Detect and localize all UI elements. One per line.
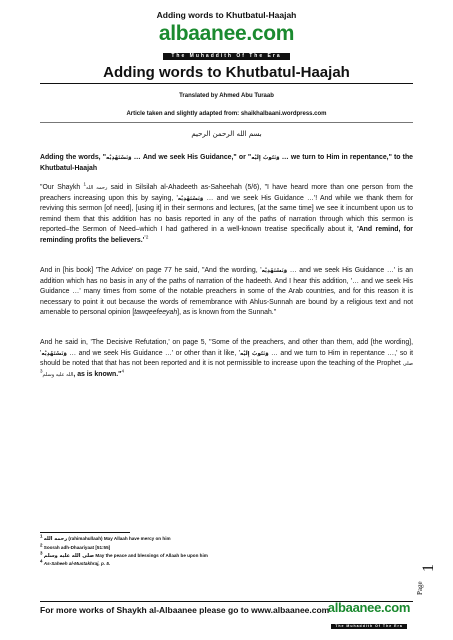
page-number xyxy=(414,555,444,595)
p3-arabic-2: وَنَتُوبُ إِلَيْه xyxy=(239,350,269,357)
heading-arabic-2: وَنَتُوبُ إِلَيْه xyxy=(251,155,280,161)
footnote-divider xyxy=(40,532,130,533)
footnote-ref-4[interactable]: 4 xyxy=(121,368,124,374)
p2-arabic-1: وَنَسْتَهْدِيْه xyxy=(261,268,288,274)
paragraph-2 xyxy=(40,266,413,319)
footer-logo[interactable] xyxy=(327,601,411,632)
site-logo[interactable] xyxy=(0,24,453,62)
paragraph-3 xyxy=(40,338,413,380)
footer-text[interactable]: For more works of Shaykh al-Albaanee please go to www.albaanee.com xyxy=(40,605,330,615)
heading-arabic-1: وَنَسْتَهْدِيْه xyxy=(106,155,132,161)
footnote-ref-1[interactable]: 1 xyxy=(83,181,87,187)
footnote-3 xyxy=(40,552,380,561)
footnote-ref-3[interactable]: 3 xyxy=(40,368,43,374)
source-divider xyxy=(40,122,413,123)
p1-arabic-2: وَنَسْتَهْدِيْه xyxy=(177,195,204,202)
footnote-arabic: صلى الله عليه وسلم xyxy=(43,552,95,559)
footer-logo-text: albaanee.com xyxy=(327,600,411,615)
basmala: بسم الله الرحمن الرحيم xyxy=(191,130,262,138)
footnote-2 xyxy=(40,544,380,552)
p3-arabic-1: وَنَسْتَهْدِيْه xyxy=(41,350,67,357)
p2-text-3: ], as is known from the Sunnah." xyxy=(177,309,277,317)
p1-text-2: said in Silsilah al-Ahadeeth as-Saheehah (5/6), "I have heard more than one person from the preachers increasing upon this by saying, ' xyxy=(40,184,413,202)
footnote-text: May the peace and blessings of Allaah be upon him xyxy=(94,552,208,558)
footnote-4 xyxy=(40,560,380,568)
footnote-text: As-Saheeh al-Mustakhraj, p. 5. xyxy=(43,561,111,567)
article-title: Adding words to Khutbatul-Haajah xyxy=(103,64,350,81)
footnote-text: (rahimahullaah) May Allaah have mercy on him xyxy=(67,536,171,541)
running-header: Adding words to Khutbatul-Haajah xyxy=(156,10,297,20)
p2-text-1: And in [his book] 'The Advice' on page 77 he said, "And the wording, ' xyxy=(40,267,262,274)
heading-text-3: … we turn to Him in repentance," to the Khutbatul-Haajah xyxy=(40,154,414,172)
footnote-number: 2 xyxy=(40,542,43,548)
logo-text: albaanee.com xyxy=(158,22,295,45)
footnote-number: 1 xyxy=(40,533,43,539)
p1-arabic-1: رحمه الله xyxy=(86,185,108,191)
footnote-arabic: رحمه الله xyxy=(43,536,68,542)
footnotes xyxy=(40,535,380,568)
page-label: Page xyxy=(416,581,424,595)
footnote-text: Soorah adh-Dhaariyaat [51:55] xyxy=(43,544,111,550)
p3-text-3: … and we turn to Him in repentance …,' so it should be noted that that has not been reported and it is not permissible to increase upon the teaching of the Prophet xyxy=(40,349,413,368)
heading-text-1: Adding the words, " xyxy=(40,154,107,161)
source-credit: Article taken and slightly adapted from: shaikhalbaani.wordpress.com xyxy=(126,111,327,117)
footnote-number: 4 xyxy=(40,558,43,564)
footnote-1 xyxy=(40,535,380,544)
article-heading xyxy=(40,153,413,174)
title-divider xyxy=(40,83,413,84)
footer-logo-tagline: The Muhaddith Of The Era xyxy=(331,624,407,629)
footnote-number: 3 xyxy=(40,550,43,556)
p1-text-1: "Our Shaykh xyxy=(40,184,84,191)
p1-quote: 'And remind, for reminding profits the believers.' xyxy=(40,226,413,244)
p2-term: tawqeefeeyah xyxy=(134,309,178,317)
p1-text-3: … and we seek His Guidance …'! And while we thank them for reviving this sermon [of need], [using it] in their sermons and lectures, [at the same time] we see it incumbent upon us to remind them that this addition has no basis reported in any of the paths of narration through which this sermon is reported–the Sermon of Need–which I had gathered in a well-known treatise specifically about it, xyxy=(40,194,413,234)
p3-text-2: … and we seek His Guidance …' or other than it like, ' xyxy=(66,349,240,357)
heading-text-2: … And we seek His Guidance," or " xyxy=(133,154,252,161)
p2-text-2: … and we seek His Guidance …' is an addition which has no basis in any of the paths of narration of the hadeeth. And I hear this addition, '… and we seek His Guidance …' many times from some of the notable preachers in some of the Arab countries, and for this reason it is necessary to point it out because the words of remembrance with Ahlus-Sunnah are bound by a religious text and not amenable to personal opinion [ xyxy=(40,267,413,317)
translator-credit: Translated by Ahmed Abu Turaab xyxy=(179,93,274,99)
p3-arabic-3: صلى الله عليه وسلم xyxy=(42,361,413,378)
footnote-ref-2[interactable]: "2 xyxy=(144,234,149,240)
p3-closing: , as is known." xyxy=(73,370,122,378)
page-value: 1 xyxy=(420,564,437,572)
p3-text-1: And he said in, 'The Decisive Refutation,' on page 5, "Some of the preachers, and other than them, add [the wording], ' xyxy=(40,339,413,357)
paragraph-1 xyxy=(40,183,413,247)
logo-tagline: The Muhaddith Of The Era xyxy=(163,53,289,60)
